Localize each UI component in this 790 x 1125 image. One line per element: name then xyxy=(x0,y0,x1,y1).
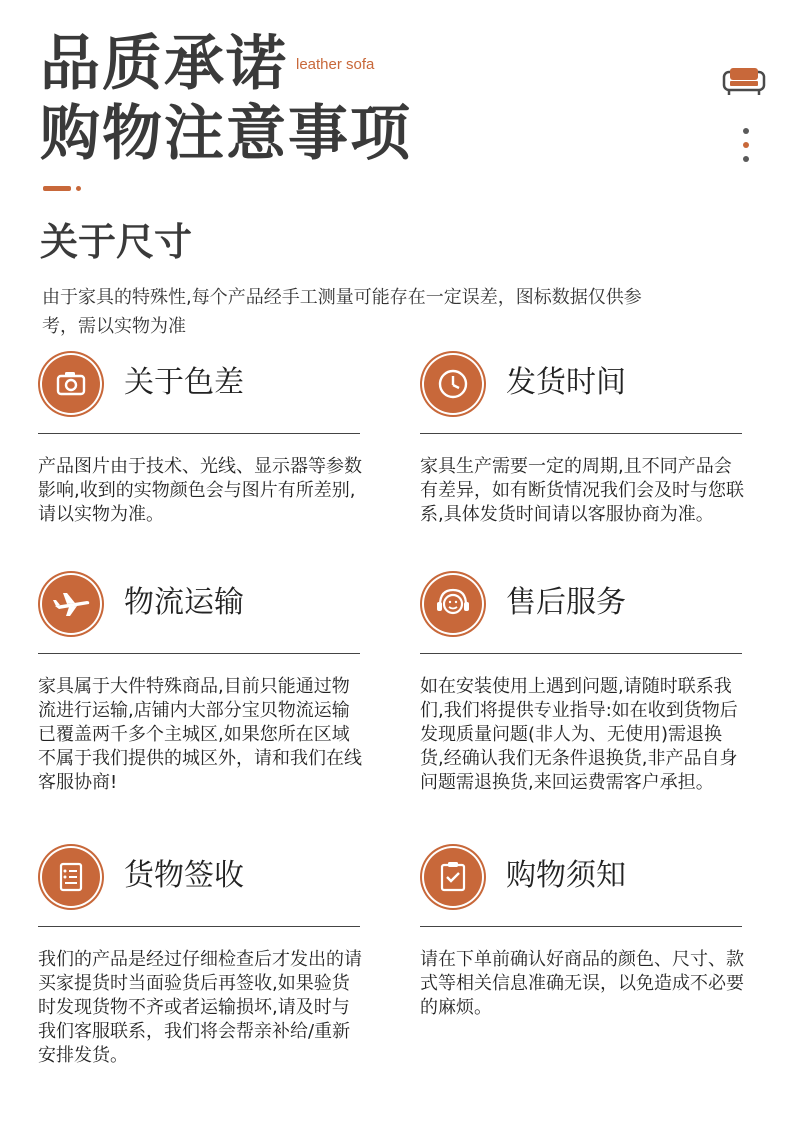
card-body: 请在下单前确认好商品的颜色、尺寸、款式等相关信息准确无误，以免造成不必要的麻烦。 xyxy=(420,949,744,1018)
clock-icon xyxy=(424,355,482,413)
airplane-icon xyxy=(42,575,100,633)
card-body: 我们的产品是经过仔细检查后才发出的请买家提货时当面验货后再签收,如果验货时发现货物不齐或者运输损坏,请及时与我们客服联系，我们将会帮亲补给/重新安排发货。 xyxy=(38,949,362,1066)
accent-underline xyxy=(43,186,83,191)
more-dots-icon xyxy=(741,128,751,168)
size-section-title: 关于尺寸 xyxy=(40,220,193,264)
card-title: 物流运输 xyxy=(124,585,244,620)
card-title: 购物须知 xyxy=(506,858,626,893)
customer-service-icon xyxy=(424,575,482,633)
clipboard-icon xyxy=(424,848,482,906)
sofa-icon xyxy=(722,64,766,98)
size-section-description: 由于家具的特殊性,每个产品经手工测量可能存在一定误差，图标数据仅供参考，需以实物为准 xyxy=(42,287,642,337)
checklist-icon xyxy=(42,848,100,906)
leather-sofa-tag: leather sofa xyxy=(296,56,375,73)
card-title: 售后服务 xyxy=(506,585,626,620)
page-title-line-1: 品质承诺 xyxy=(40,29,288,99)
divider xyxy=(420,433,742,434)
page-title-line-2: 购物注意事项 xyxy=(40,99,412,169)
card-body: 如在安装使用上遇到问题,请随时联系我们,我们将提供专业指导:如在收到货物后发现质量问题(非人为、无使用)需退换货,经确认我们无条件退换货,非产品自身问题需退换货,来回运费需客户承担。 xyxy=(420,676,738,793)
card-title: 发货时间 xyxy=(506,365,626,400)
divider xyxy=(38,433,360,434)
divider xyxy=(38,653,360,654)
camera-icon xyxy=(42,355,100,413)
divider xyxy=(38,926,360,927)
divider xyxy=(420,926,742,927)
card-body: 家具生产需要一定的周期,且不同产品会有差异，如有断货情况我们会及时与您联系,具体发货时间请以客服协商为准。 xyxy=(420,456,744,525)
divider xyxy=(420,653,742,654)
card-title: 货物签收 xyxy=(124,858,244,893)
card-body: 家具属于大件特殊商品,目前只能通过物流进行运输,店铺内大部分宝贝物流运输已覆盖两千多个主城区,如果您所在区域不属于我们提供的城区外，请和我们在线客服协商! xyxy=(38,676,362,793)
card-title: 关于色差 xyxy=(124,365,244,400)
card-body: 产品图片由于技术、光线、显示器等参数影响,收到的实物颜色会与图片有所差别,请以实物为准。 xyxy=(38,456,362,525)
